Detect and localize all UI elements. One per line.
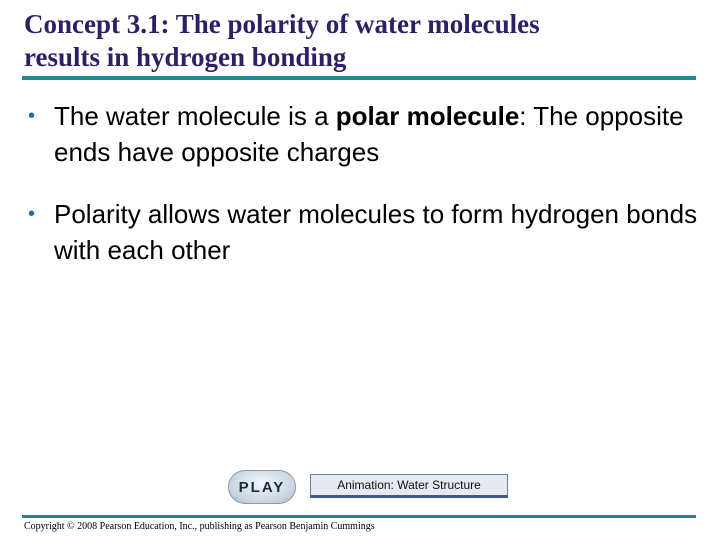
- bullet-text-bold: polar molecule: [335, 101, 520, 131]
- bullet-marker-icon: •: [28, 105, 36, 127]
- bullet-text: Polarity allows water molecules to form hydrogen bonds with each other: [54, 199, 698, 265]
- bullet-list: [28, 98, 698, 294]
- slide-title: [24, 8, 704, 74]
- title-divider: [22, 76, 696, 80]
- animation-link-water-structure[interactable]: Animation: Water Structure: [310, 474, 508, 498]
- bullet-text-post: : The opposite ends have opposite charges: [54, 101, 684, 167]
- play-button[interactable]: PLAY: [228, 470, 296, 504]
- bullet-marker-icon: •: [28, 203, 36, 225]
- bullet-item-hydrogen-bonds: [28, 196, 698, 268]
- title-line-1: Concept 3.1: The polarity of water molecules: [24, 9, 540, 39]
- copyright-notice: Copyright © 2008 Pearson Education, Inc., publishing as Pearson Benjamin Cummings: [24, 521, 375, 532]
- bullet-item-polar: [28, 98, 698, 170]
- bullet-text-pre: The water molecule is a: [54, 101, 336, 131]
- footer-divider: [22, 515, 696, 518]
- title-line-2: results in hydrogen bonding: [24, 42, 347, 72]
